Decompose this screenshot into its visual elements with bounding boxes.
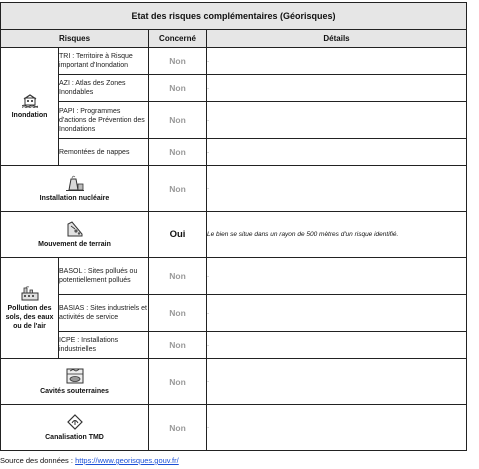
table-row	[1, 258, 467, 295]
sub-risk-label: BASOL : Sites pollués ou potentiellement pollués	[59, 258, 149, 295]
detail-value: -	[207, 139, 467, 166]
concerne-value: Non	[149, 166, 207, 212]
sub-risk-label: ICPE : Installations industrielles	[59, 332, 149, 359]
category-tmd	[1, 405, 149, 451]
category-nucleaire	[1, 166, 149, 212]
detail-value: -	[207, 332, 467, 359]
table-row	[1, 48, 467, 75]
table-row	[1, 139, 467, 166]
concerne-value: Non	[149, 75, 207, 102]
header-concerne: Concerné	[149, 30, 207, 48]
concerne-value: Non	[149, 48, 207, 75]
category-cavites	[1, 359, 149, 405]
underground-cavity-icon	[66, 368, 84, 384]
sub-risk-label: Remontées de nappes	[59, 139, 149, 166]
category-label: Canalisation TMD	[45, 433, 104, 441]
sub-risk-label: TRI : Territoire à Risque important d'Inondation	[59, 48, 149, 75]
header-risques: Risques	[1, 30, 149, 48]
concerne-value: Oui	[149, 212, 207, 258]
category-label: Inondation	[11, 111, 48, 119]
risk-table	[0, 2, 467, 451]
detail-value: -	[207, 166, 467, 212]
source-link[interactable]: https://www.georisques.gouv.fr/	[75, 456, 179, 465]
table-row	[1, 359, 467, 405]
sub-risk-label: AZI : Atlas des Zones Inondables	[59, 75, 149, 102]
table-row	[1, 102, 467, 139]
hazmat-pipeline-icon	[67, 414, 83, 430]
detail-value: -	[207, 102, 467, 139]
source-prefix: Source des données :	[0, 456, 76, 465]
detail-value: -	[207, 295, 467, 332]
factory-pollution-icon	[21, 286, 39, 301]
concerne-value: Non	[149, 139, 207, 166]
table-row	[1, 166, 467, 212]
sub-risk-label: PAPI : Programmes d'actions de Prévention des Inondations	[59, 102, 149, 139]
category-label: Pollution des sols, des eaux ou de l'air	[5, 304, 54, 330]
concerne-value: Non	[149, 258, 207, 295]
sub-risk-label: BASIAS : Sites industriels et activités de service	[59, 295, 149, 332]
data-source-note	[0, 456, 179, 465]
concerne-value: Non	[149, 332, 207, 359]
table-row	[1, 295, 467, 332]
category-mouvement	[1, 212, 149, 258]
nuclear-plant-icon	[66, 175, 84, 191]
category-label: Mouvement de terrain	[38, 240, 111, 248]
detail-value: -	[207, 258, 467, 295]
detail-value: -	[207, 75, 467, 102]
concerne-value: Non	[149, 359, 207, 405]
table-row	[1, 212, 467, 258]
detail-value: -	[207, 405, 467, 451]
category-pollution	[1, 258, 59, 359]
table-row	[1, 332, 467, 359]
category-label: Installation nucléaire	[39, 194, 110, 202]
detail-value: Le bien se situe dans un rayon de 500 mètres d'un risque identifié.	[207, 212, 467, 258]
detail-value: -	[207, 359, 467, 405]
header-details: Détails	[207, 30, 467, 48]
landslide-icon	[67, 221, 83, 237]
detail-value: -	[207, 48, 467, 75]
header-row	[1, 30, 467, 48]
table-title: Etat des risques complémentaires (Géorisques)	[1, 3, 467, 30]
concerne-value: Non	[149, 405, 207, 451]
table-row	[1, 405, 467, 451]
category-inondation	[1, 48, 59, 166]
flood-house-icon	[22, 94, 38, 108]
category-label: Cavités souterraines	[40, 387, 109, 395]
concerne-value: Non	[149, 295, 207, 332]
concerne-value: Non	[149, 102, 207, 139]
table-row	[1, 75, 467, 102]
